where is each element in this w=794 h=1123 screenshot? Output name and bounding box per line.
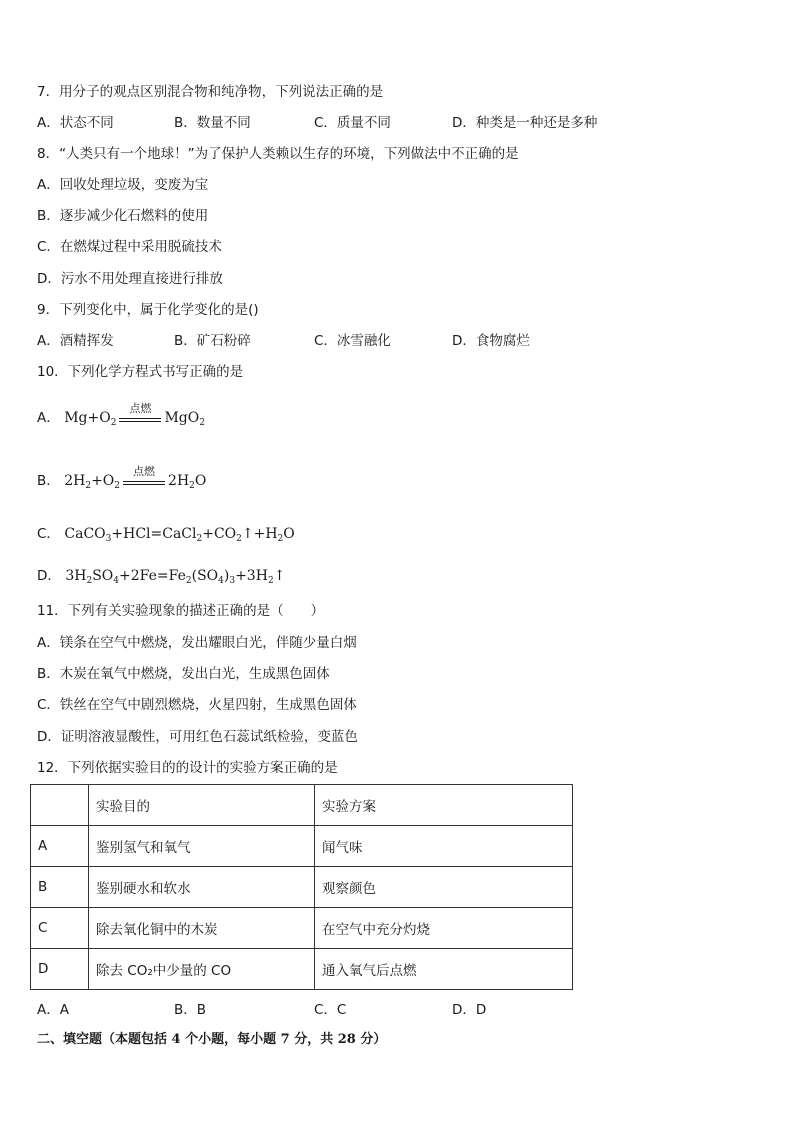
equation-b: B． $2H_2+O_2$ 点燃 $2H_2O$	[37, 465, 207, 491]
question-7-options	[37, 114, 677, 132]
question-12-options	[37, 1001, 677, 1019]
option-c: C．质量不同	[314, 115, 391, 131]
equation-a-label: A．	[37, 410, 60, 426]
table-cell: 除去氧化铜中的木炭	[89, 908, 315, 949]
question-11-option-c: C．铁丝在空气中剧烈燃烧，火星四射，生成黑色固体	[37, 697, 357, 713]
question-9-options	[37, 332, 677, 350]
question-9-stem: 9．下列变化中，属于化学变化的是()	[37, 302, 259, 318]
question-8-stem: 8．“人类只有一个地球！”为了保护人类赖以生存的环境，下列做法中不正确的是	[37, 146, 519, 162]
table-cell: 除去 CO₂中少量的 CO	[89, 949, 315, 990]
table-header-row	[31, 785, 573, 826]
table-row	[31, 908, 573, 949]
option-c: C．冰雪融化	[314, 333, 391, 349]
option-c: C．C	[314, 1002, 347, 1018]
section-2-heading: 二、填空题（本题包括 4 个小题，每小题 7 分，共 28 分）	[37, 1032, 387, 1047]
table-cell: 通入氧气后点燃	[315, 949, 573, 990]
table-cell: B	[31, 867, 89, 908]
option-b: B．矿石粉碎	[174, 333, 251, 349]
table-cell: 鉴别硬水和软水	[89, 867, 315, 908]
table-cell: 闻气味	[315, 826, 573, 867]
equation-c: C． $CaCO_3+HCl=CaCl_2+CO_2↑+H_2O$	[37, 526, 295, 544]
question-11-option-d: D．证明溶液显酸性，可用红色石蕊试纸检验，变蓝色	[37, 729, 358, 745]
question-8-option-d: D．污水不用处理直接进行排放	[37, 271, 223, 287]
option-a: A．酒精挥发	[37, 333, 114, 349]
table-cell: 观察颜色	[315, 867, 573, 908]
question-11-option-a: A．镁条在空气中燃烧，发出耀眼白光，伴随少量白烟	[37, 635, 357, 651]
option-d: D．种类是一种还是多种	[452, 115, 598, 131]
table-cell: C	[31, 908, 89, 949]
table-row	[31, 826, 573, 867]
option-a: A．状态不同	[37, 115, 114, 131]
equation-a: A． $Mg+O_2$ 点燃 MgO$_2$	[37, 402, 205, 428]
question-11-stem: 11．下列有关实验现象的描述正确的是（ ）	[37, 603, 325, 619]
experiment-table	[30, 784, 573, 990]
header-cell: 实验方案	[315, 785, 573, 826]
question-8-option-b: B．逐步减少化石燃料的使用	[37, 208, 209, 224]
equation-c-label: C．	[37, 526, 60, 542]
header-cell: 实验目的	[89, 785, 315, 826]
option-d: D．食物腐烂	[452, 333, 530, 349]
reaction-condition: 点燃	[117, 409, 163, 427]
equation-d: D． $3H_2SO_4+2Fe=Fe_2(SO_4)_3+3H_2↑$	[37, 568, 286, 586]
equation-b-label: B．	[37, 473, 60, 489]
option-a: A．A	[37, 1002, 69, 1018]
option-d: D．D	[452, 1002, 487, 1018]
question-7-stem: 7．用分子的观点区别混合物和纯净物，下列说法正确的是	[37, 84, 384, 100]
table-cell: A	[31, 826, 89, 867]
table-row	[31, 949, 573, 990]
question-12-stem: 12．下列依据实验目的的设计的实验方案正确的是	[37, 760, 338, 776]
table-cell: 在空气中充分灼烧	[315, 908, 573, 949]
header-cell	[31, 785, 89, 826]
reaction-condition: 点燃	[121, 472, 167, 490]
table-cell: D	[31, 949, 89, 990]
question-8-option-c: C．在燃煤过程中采用脱硫技术	[37, 239, 222, 255]
question-11-option-b: B．木炭在氧气中燃烧，发出白光，生成黑色固体	[37, 666, 330, 682]
table-row	[31, 867, 573, 908]
table-cell: 鉴别氢气和氧气	[89, 826, 315, 867]
equation-d-label: D．	[37, 568, 61, 584]
option-b: B．数量不同	[174, 115, 251, 131]
question-8-option-a: A．回收处理垃圾，变废为宝	[37, 177, 209, 193]
option-b: B．B	[174, 1002, 207, 1018]
question-10-stem: 10．下列化学方程式书写正确的是	[37, 364, 244, 380]
